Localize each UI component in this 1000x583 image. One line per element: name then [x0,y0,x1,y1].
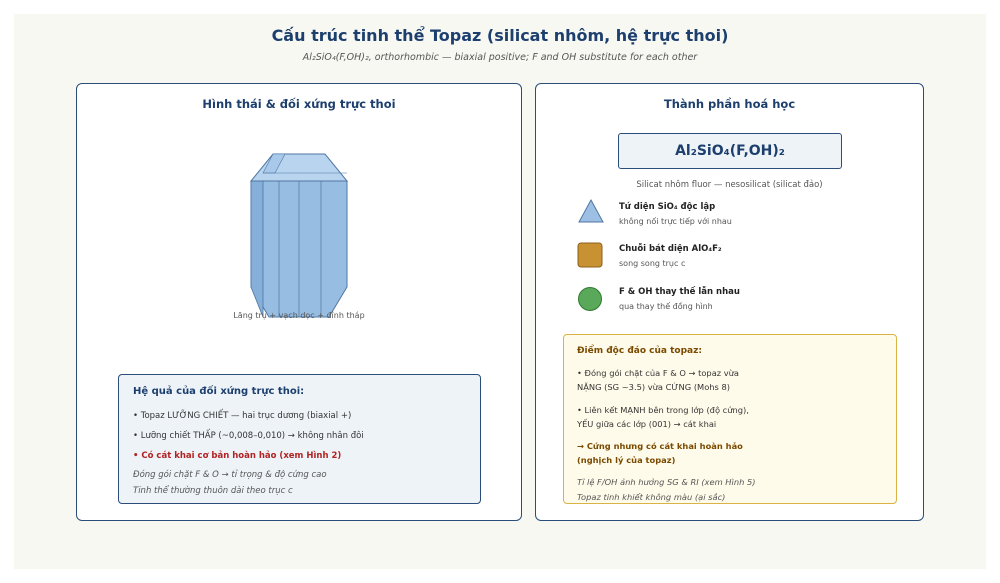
crystal-drawing [243,139,355,319]
uniqueness-note-box [563,334,897,504]
legend-substitution-desc: qua thay thế đồng hình [619,302,713,311]
composition-panel [535,83,924,521]
note-line-footnote: Topaz tinh khiết không màu (ại sắc) [577,492,726,502]
circle-icon [577,286,603,312]
composition-panel-title: Thành phần hoá học [663,97,796,111]
legend-octahedron-title: Chuỗi bát diện AlO₄F₂ [619,244,722,254]
legend-tetrahedron-title: Tứ diện SiO₄ độc lập [619,202,716,212]
crystal-caption: Lăng trụ + vạch dọc + đỉnh tháp [233,311,365,320]
figure-title: Cấu trúc tinh thể Topaz (silicat nhôm, hệ trực thoi) [271,26,729,45]
consequences-box [118,374,481,504]
note-line-highlight: (nghịch lý của topaz) [577,455,676,465]
consequence-line: • Topaz LƯỠNG CHIẾT — hai trục dương (biaxial +) [133,411,352,421]
consequence-line-note: Đóng gói chặt F & O → tỉ trọng & độ cứng cao [133,470,327,480]
square-icon [577,242,603,268]
triangle-icon [577,198,605,224]
note-line-highlight: → Cứng nhưng có cát khai hoàn hảo [577,441,743,451]
note-line: NẶNG (SG ~3.5) vừa CỨNG (Mohs 8) [577,382,731,392]
consequences-title: Hệ quả của đối xứng trực thoi: [133,386,305,397]
figure-subtitle: Al₂SiO₄(F,OH)₂, orthorhombic — biaxial positive; F and OH substitute for each other [302,52,698,63]
morphology-panel [76,83,522,521]
note-line: YẾU giữa các lớp (001) → cát khai [577,419,717,429]
consequence-line: • Lưỡng chiết THẤP (~0,008–0,010) → không nhân đôi [133,431,364,441]
legend-tetrahedron-desc: không nối trực tiếp với nhau [619,217,732,226]
crystal-prism-left-face [251,173,263,317]
note-line: • Đóng gói chặt của F & O → topaz vừa [577,368,740,378]
consequence-line-note: Tinh thể thường thuôn dài theo trục c [133,486,293,496]
morphology-panel-title: Hình thái & đối xứng trực thoi [202,97,396,111]
legend-substitution-title: F & OH thay thế lẫn nhau [619,287,740,297]
note-title: Điểm độc đáo của topaz: [577,346,702,356]
consequence-line-highlight: • Có cát khai cơ bản hoàn hảo (xem Hình 2) [133,451,342,461]
legend-octahedron-desc: song song trục c [619,259,686,268]
formula-description: Silicat nhôm fluor — nesosilicat (silicat đảo) [636,180,823,190]
note-line-footnote: Tỉ lệ F/OH ảnh hưởng SG & RI (xem Hình 5) [577,477,756,487]
crystal-pyramid-top [251,154,347,181]
chemical-formula: Al₂SiO₄(F,OH)₂ [618,133,842,169]
note-line: • Liên kết MẠNH bên trong lớp (độ cứng), [577,405,749,415]
